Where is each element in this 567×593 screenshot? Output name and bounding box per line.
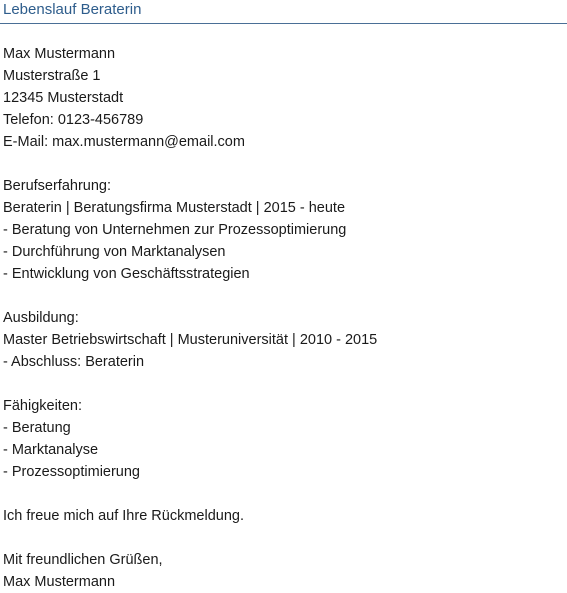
spacer: [3, 285, 563, 307]
experience-heading: Berufserfahrung:: [3, 178, 112, 194]
contact-city: 12345 Musterstadt: [3, 90, 124, 106]
skill-item: - Marktanalyse: [3, 442, 99, 458]
closing-signature: Max Mustermann: [3, 574, 116, 590]
skill-item: - Beratung: [3, 420, 71, 436]
spacer: [3, 483, 563, 505]
experience-item: - Durchführung von Marktanalysen: [3, 244, 226, 260]
education-heading: Ausbildung:: [3, 310, 79, 326]
contact-street: Musterstraße 1: [3, 68, 101, 84]
education-item: - Abschluss: Beraterin: [3, 354, 145, 370]
experience-item: - Beratung von Unternehmen zur Prozessoptimierung: [3, 222, 347, 238]
skills-heading: Fähigkeiten:: [3, 398, 82, 414]
education-section: [3, 307, 563, 373]
closing-section: [3, 505, 563, 593]
spacer: [3, 527, 563, 549]
contact-block: [3, 43, 563, 153]
skill-item: - Prozessoptimierung: [3, 464, 140, 480]
skills-section: [3, 395, 563, 483]
experience-position: Beraterin | Beratungsfirma Musterstadt | 2015 - heute: [3, 200, 346, 216]
contact-phone: Telefon: 0123-456789: [3, 112, 144, 128]
experience-section: [3, 175, 563, 285]
document-body: [3, 43, 563, 593]
document-title: Lebenslauf Beraterin: [3, 1, 142, 18]
education-degree: Master Betriebswirtschaft | Musteruniversität | 2010 - 2015: [3, 332, 378, 348]
spacer: [3, 373, 563, 395]
closing-greeting: Mit freundlichen Grüßen,: [3, 552, 163, 568]
contact-name: Max Mustermann: [3, 46, 116, 62]
experience-item: - Entwicklung von Geschäftsstrategien: [3, 266, 250, 282]
closing-sentence: Ich freue mich auf Ihre Rückmeldung.: [3, 508, 244, 524]
spacer: [3, 153, 563, 175]
title-divider: [0, 23, 567, 24]
contact-email: E-Mail: max.mustermann@email.com: [3, 134, 245, 150]
